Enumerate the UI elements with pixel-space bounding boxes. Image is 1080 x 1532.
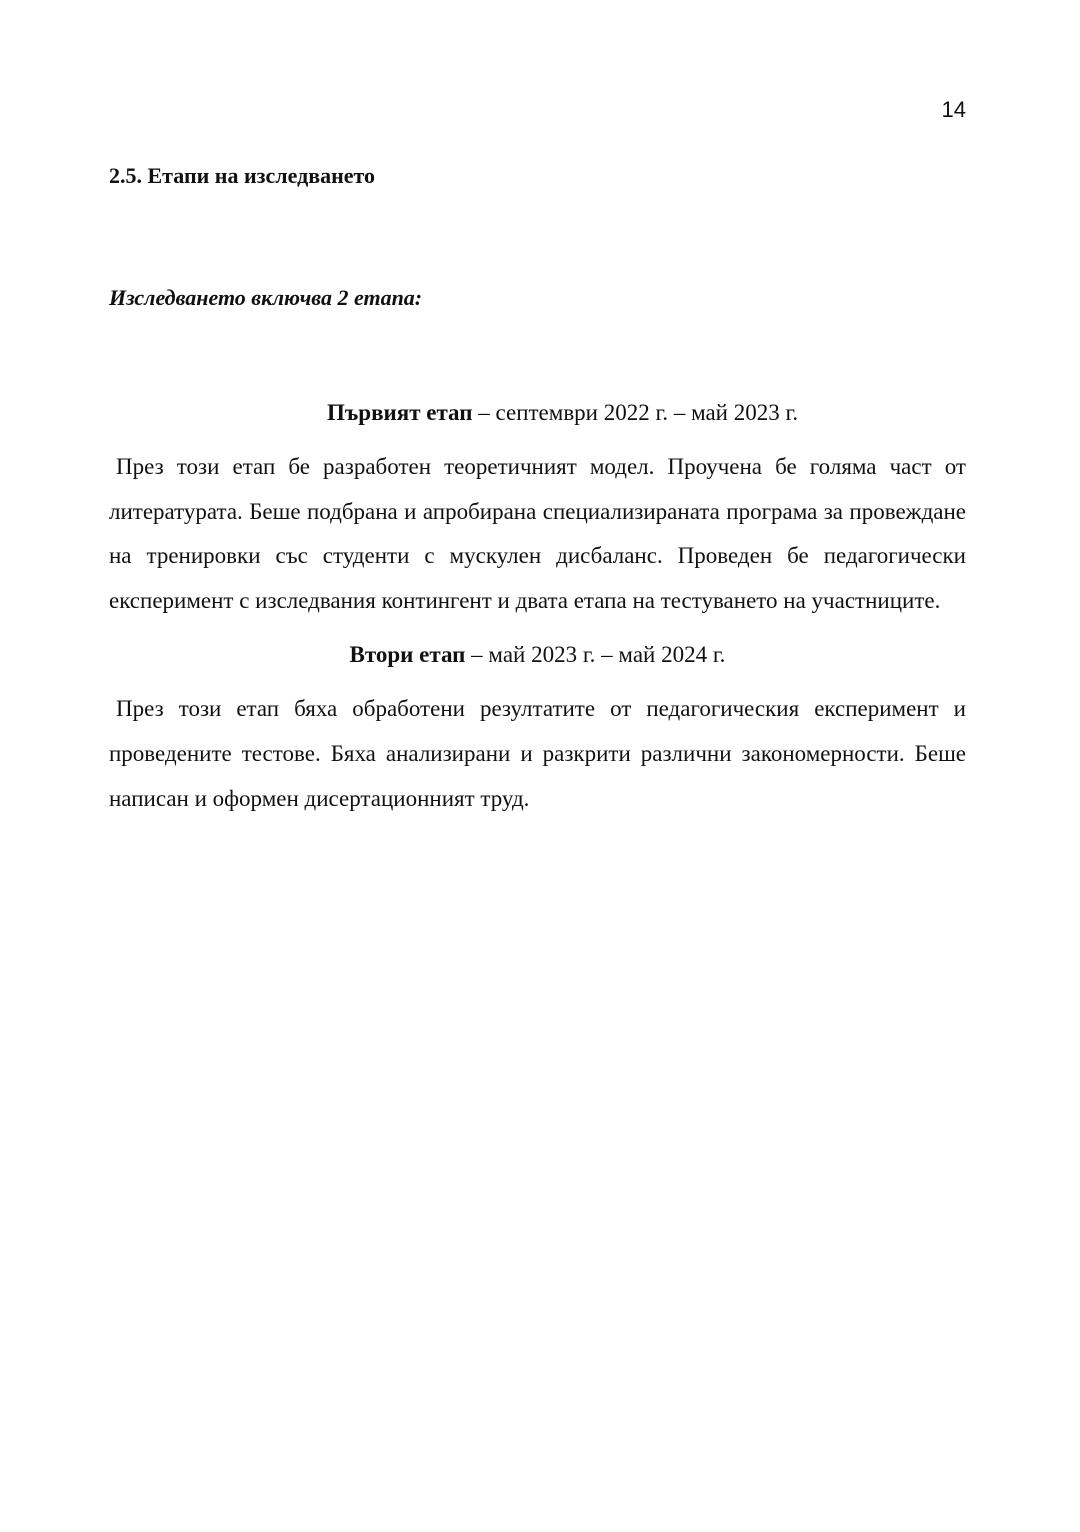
section-intro: Изследването включва 2 етапа:	[109, 285, 423, 310]
document-body	[109, 160, 966, 821]
stage-2-description: През този етап бяха обработени резултатите от педагогическия експеримент и проведените тестове. Бяха анализирани и разкрити различни закономерности. Беше написан и оформен дисертационният труд.	[109, 696, 966, 811]
stage-1-period: – септември 2022 г. – май 2023 г.	[472, 400, 799, 425]
stage-1-title: Първият етап	[327, 400, 473, 425]
stage-2-heading	[109, 639, 966, 671]
stage-2-title: Втори етап	[349, 642, 466, 668]
stage-1-heading	[109, 397, 966, 429]
section-heading: 2.5. Етапи на изследването	[109, 163, 376, 188]
stage-1-description: През този етап бе разработен теоретичният модел. Проучена бе голяма част от литературата. Беше подбрана и апробирана специализираната програма за провеждане на тренировки със студенти с мускулен дисбаланс. Проведен бе педагогически експеримент с изследвания контингент и двата етапа на тестуването на участниците.	[109, 454, 966, 613]
stage-2-period: – май 2023 г. – май 2024 г.	[465, 642, 726, 668]
page-number: 14	[941, 97, 966, 122]
